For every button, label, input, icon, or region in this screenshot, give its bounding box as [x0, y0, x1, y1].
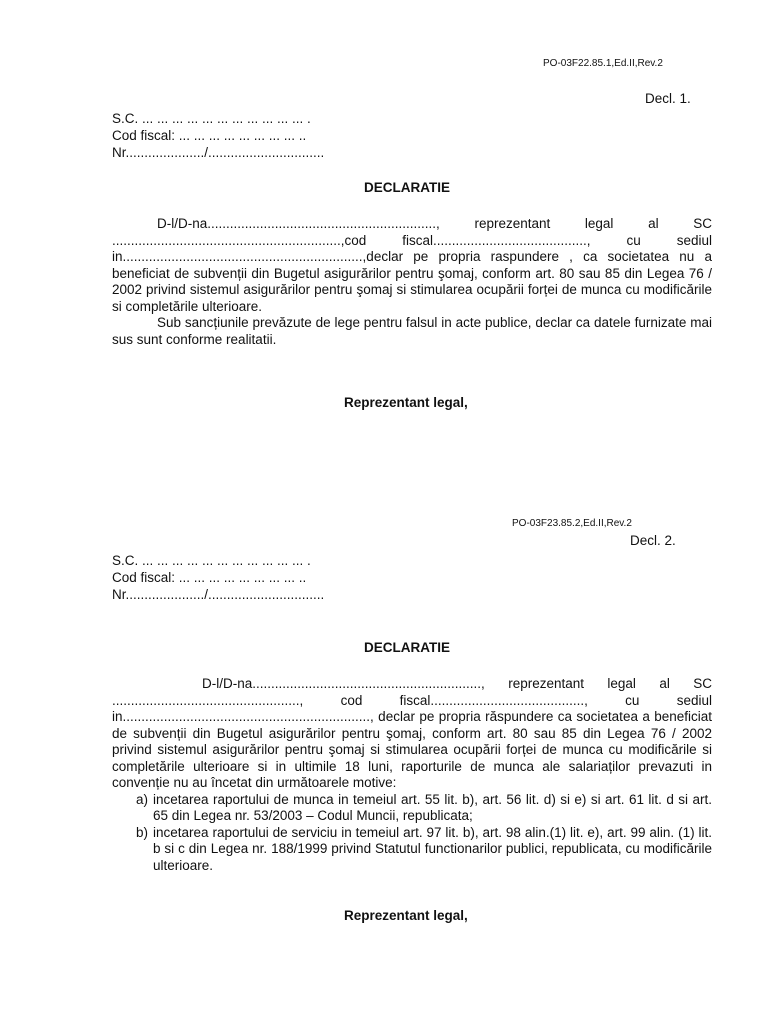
- company-field: S.C. ... ... ... ... ... ... ... ... ... ... ... .: [112, 553, 311, 568]
- list-item: [112, 792, 712, 825]
- signature-label: Reprezentant legal,: [344, 395, 468, 410]
- number-field: Nr...................../...............................: [112, 145, 325, 160]
- declaration-paragraph: D-l/D-na............................................................., reprezentant legal al SC .................................................., cod fiscal........................................., cu sediul in.................................................................., declar pe propria răspundere ca societatea a beneficiat de subvenții din Bugetul asigurărilor pentru şomaj, conform art. 80 sau 85 din Legea 76 / 2002 privind sistemul asigurărilor pentru şomaj si stimularea ocupării forței de munca cu modificările si completările ulterioare si in ultimile 18 luni, raporturile de munca ale salariaților prevazuti in convenție nu au încetat din următoarele motive:: [112, 676, 712, 790]
- declaration-number: Decl. 2.: [630, 533, 676, 548]
- company-field: S.C. ... ... ... ... ... ... ... ... ... ... ... .: [112, 111, 311, 126]
- number-field: Nr...................../...............................: [112, 587, 325, 602]
- signature-label: Reprezentant legal,: [344, 908, 468, 923]
- fiscal-code-field: Cod fiscal: ... ... ... ... ... ... ... ... ..: [112, 570, 307, 585]
- declaration-body: [112, 676, 712, 874]
- list-item: [112, 825, 712, 875]
- fiscal-code-field: Cod fiscal: ... ... ... ... ... ... ... ... ..: [112, 128, 307, 143]
- document-title: DECLARATIE: [364, 180, 450, 195]
- form-code: PO-03F23.85.2,Ed.II,Rev.2: [512, 518, 632, 529]
- list-marker: a): [136, 791, 149, 807]
- declaration-number: Decl. 1.: [645, 91, 691, 106]
- declaration-body: [112, 216, 712, 348]
- declaration-paragraph: Sub sancțiunile prevăzute de lege pentru falsul in acte publice, declar ca datele furnizate mai sus sunt conforme realitatii.: [112, 315, 712, 347]
- list-item-text: incetarea raportului de munca in temeiul art. 55 lit. b), art. 56 lit. d) si e) si art. 61 lit. d si art. 65 din Legea nr. 53/2003 – Codul Muncii, republicata;: [153, 791, 712, 823]
- form-code: PO-03F22.85.1,Ed.II,Rev.2: [543, 58, 663, 69]
- document-title: DECLARATIE: [364, 640, 450, 655]
- declaration-paragraph: D-l/D-na............................................................., reprezentant legal al SC .............................................................,cod fiscal........................................., cu sediul in................................................................,declar pe propria raspundere , ca societatea nu a beneficiat de subvenții din Bugetul asigurărilor pentru şomaj, conform art. 80 sau 85 din Legea 76 / 2002 privind sistemul asigurărilor pentru şomaj si stimularea ocupării forței de munca cu modificările si completările ulterioare.: [112, 216, 712, 314]
- list-item-text: incetarea raportului de serviciu in temeiul art. 97 lit. b), art. 98 alin.(1) lit. e), art. 99 alin. (1) lit. b si c din Legea nr. 188/1999 privind Statutul functionarilor publici, republicata, cu modificările ulterioare.: [153, 824, 712, 873]
- motives-list: [112, 792, 712, 875]
- list-marker: b): [136, 824, 149, 840]
